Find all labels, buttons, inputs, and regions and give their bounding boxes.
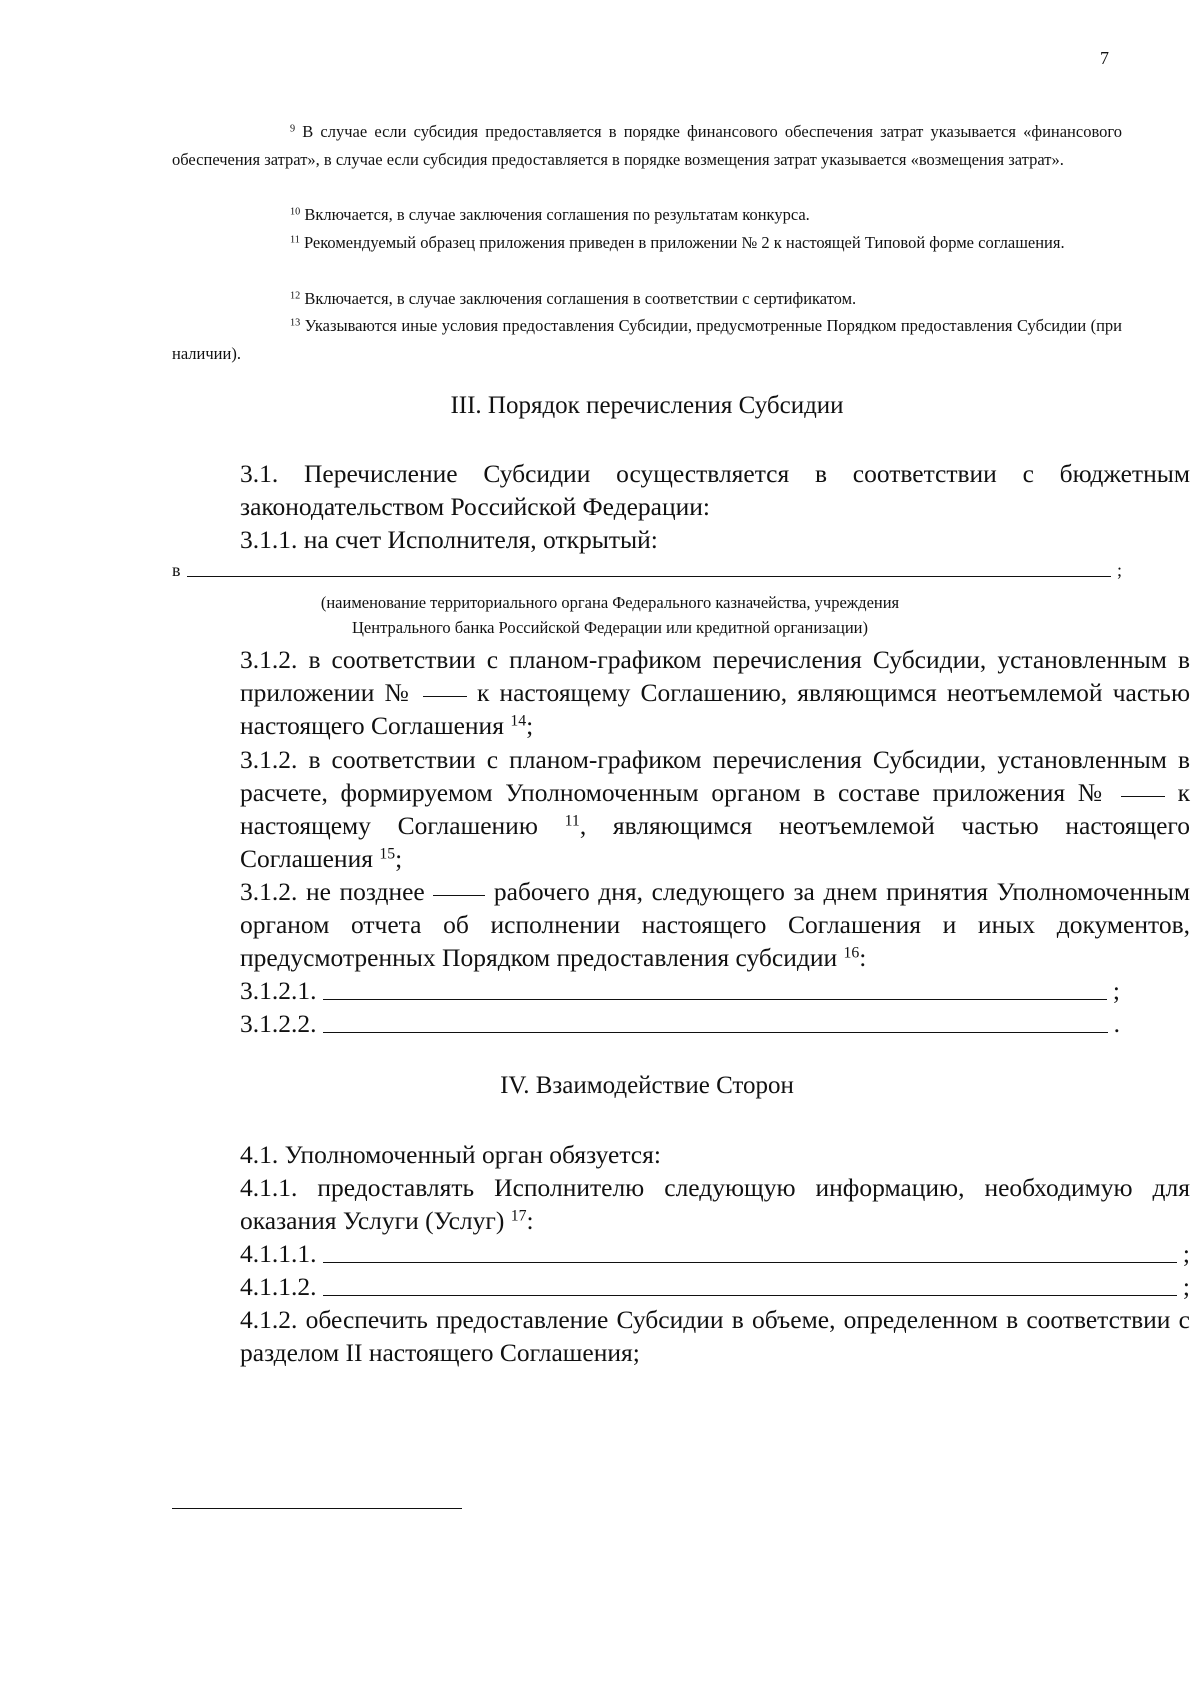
item-3-1-2-2 — [172, 1007, 1120, 1040]
punct: : — [526, 1206, 534, 1235]
item-4-1-1-2 — [172, 1270, 1190, 1303]
item-blank — [323, 1031, 1108, 1033]
paragraph-3-1: 3.1. Перечисление Субсидии осуществляется в соответствии с бюджетным законодательством Российской Федерации: — [240, 459, 1190, 521]
punct: ; — [395, 844, 403, 873]
item-label: 3.1.2.1. — [240, 976, 317, 1005]
item-end: ; — [1182, 1239, 1190, 1268]
account-blank — [187, 575, 1111, 577]
footnote-text: Включается, в случае заключения соглашения по результатам конкурса. — [304, 205, 810, 224]
paragraph-3-1-2-b — [172, 743, 1190, 875]
footnote-text: Указываются иные условия предоставления Субсидии, предусмотренные Порядком предоставления Субсидии (при наличии). — [172, 316, 1122, 363]
paragraph-4-1-1 — [172, 1171, 1190, 1237]
text: , являющимся неотъемлемой частью настоящего Соглашения — [240, 811, 1191, 873]
footnote-ref: 17 — [510, 1207, 527, 1225]
text: к настоящему Соглашению, являющимся неотъемлемой частью настоящего Соглашения — [240, 678, 1190, 740]
footnote-marker: 12 — [290, 290, 301, 302]
footnote-12 — [172, 285, 1122, 313]
paragraph-3-1-1: 3.1.1. на счет Исполнителя, открытый: — [240, 525, 658, 554]
paragraph-4-1-2: 4.1.2. обеспечить предоставление Субсидии в объеме, определенном в соответствии с разделом II настоящего Соглашения; — [240, 1305, 1190, 1367]
item-label: 3.1.2.2. — [240, 1009, 317, 1038]
paragraph-4-1: 4.1. Уполномоченный орган обязуется: — [240, 1140, 661, 1169]
footnote-ref: 15 — [379, 845, 396, 863]
section-4-heading: IV. Взаимодействие Сторон — [500, 1072, 794, 1099]
account-caption — [250, 590, 970, 640]
item-end: ; — [1182, 1272, 1190, 1301]
footnote-11 — [172, 229, 1122, 257]
footnote-13 — [172, 312, 1122, 367]
annex-number-blank — [423, 695, 467, 697]
item-end: . — [1113, 1009, 1120, 1038]
item-4-1-1-1 — [172, 1237, 1190, 1270]
days-blank — [433, 894, 485, 896]
item-blank — [323, 998, 1107, 1000]
paragraph-3-1-2-a — [172, 643, 1190, 742]
footnote-marker: 9 — [290, 123, 296, 135]
footnote-marker: 13 — [290, 317, 301, 329]
footnote-10 — [172, 201, 1122, 229]
footnote-ref: 16 — [843, 944, 860, 962]
footnote-text: В случае если субсидия предоставляется в порядке финансового обеспечения затрат указывается «финансового обеспечения затрат», в случае если субсидия предоставляется в порядке возмещения затрат указывается «возмещения затрат». — [172, 122, 1122, 169]
page-number: 7 — [1100, 48, 1109, 68]
footnote-marker: 10 — [290, 206, 301, 218]
footnote-ref: 14 — [510, 712, 527, 730]
footnote-marker: 11 — [290, 234, 300, 246]
footnote-ref: 11 — [564, 812, 580, 830]
text: к настоящему Соглашению — [240, 778, 1191, 840]
footnote-separator — [172, 1508, 462, 1509]
item-blank — [323, 1294, 1177, 1296]
footnote-9 — [172, 118, 1122, 173]
text: рабочего дня, следующего за днем принятия Уполномоченным органом отчета об исполнении настоящего Соглашения и иных документов, предусмотренных Порядком предоставления субсидии — [240, 877, 1191, 972]
account-prefix: в — [172, 560, 181, 580]
punct: ; — [526, 711, 534, 740]
caption-line-2: Центрального банка Российской Федерации или кредитной организации) — [352, 618, 868, 637]
account-end: ; — [1116, 560, 1122, 580]
item-end: ; — [1112, 976, 1120, 1005]
punct: : — [859, 943, 867, 972]
item-3-1-2-1 — [172, 974, 1120, 1007]
text: 3.1.2. не позднее — [240, 877, 425, 906]
text: 4.1.1. предоставлять Исполнителю следующую информацию, необходимую для оказания Услуги (Услуг) — [240, 1173, 1190, 1235]
caption-line-1: (наименование территориального органа Федерального казначейства, учреждения — [320, 593, 900, 612]
text: 3.1.2. в соответствии с планом-графиком перечисления Субсидии, установленным в приложении № — [240, 645, 1190, 707]
section-3-heading: III. Порядок перечисления Субсидии — [450, 392, 844, 419]
footnote-text: Включается, в случае заключения соглашения в соответствии с сертификатом. — [304, 289, 857, 308]
item-label: 4.1.1.1. — [240, 1239, 317, 1268]
footnote-text: Рекомендуемый образец приложения приведен в приложении № 2 к настоящей Типовой форме соглашения. — [303, 233, 1065, 252]
item-label: 4.1.1.2. — [240, 1272, 317, 1301]
annex-number-blank — [1121, 795, 1165, 797]
item-blank — [323, 1261, 1177, 1263]
text: 3.1.2. в соответствии с планом-графиком перечисления Субсидии, установленным в расчете, формируемом Уполномоченным органом в составе приложения № — [240, 745, 1190, 807]
account-line — [172, 560, 1122, 581]
paragraph-3-1-2-c — [172, 875, 1190, 974]
